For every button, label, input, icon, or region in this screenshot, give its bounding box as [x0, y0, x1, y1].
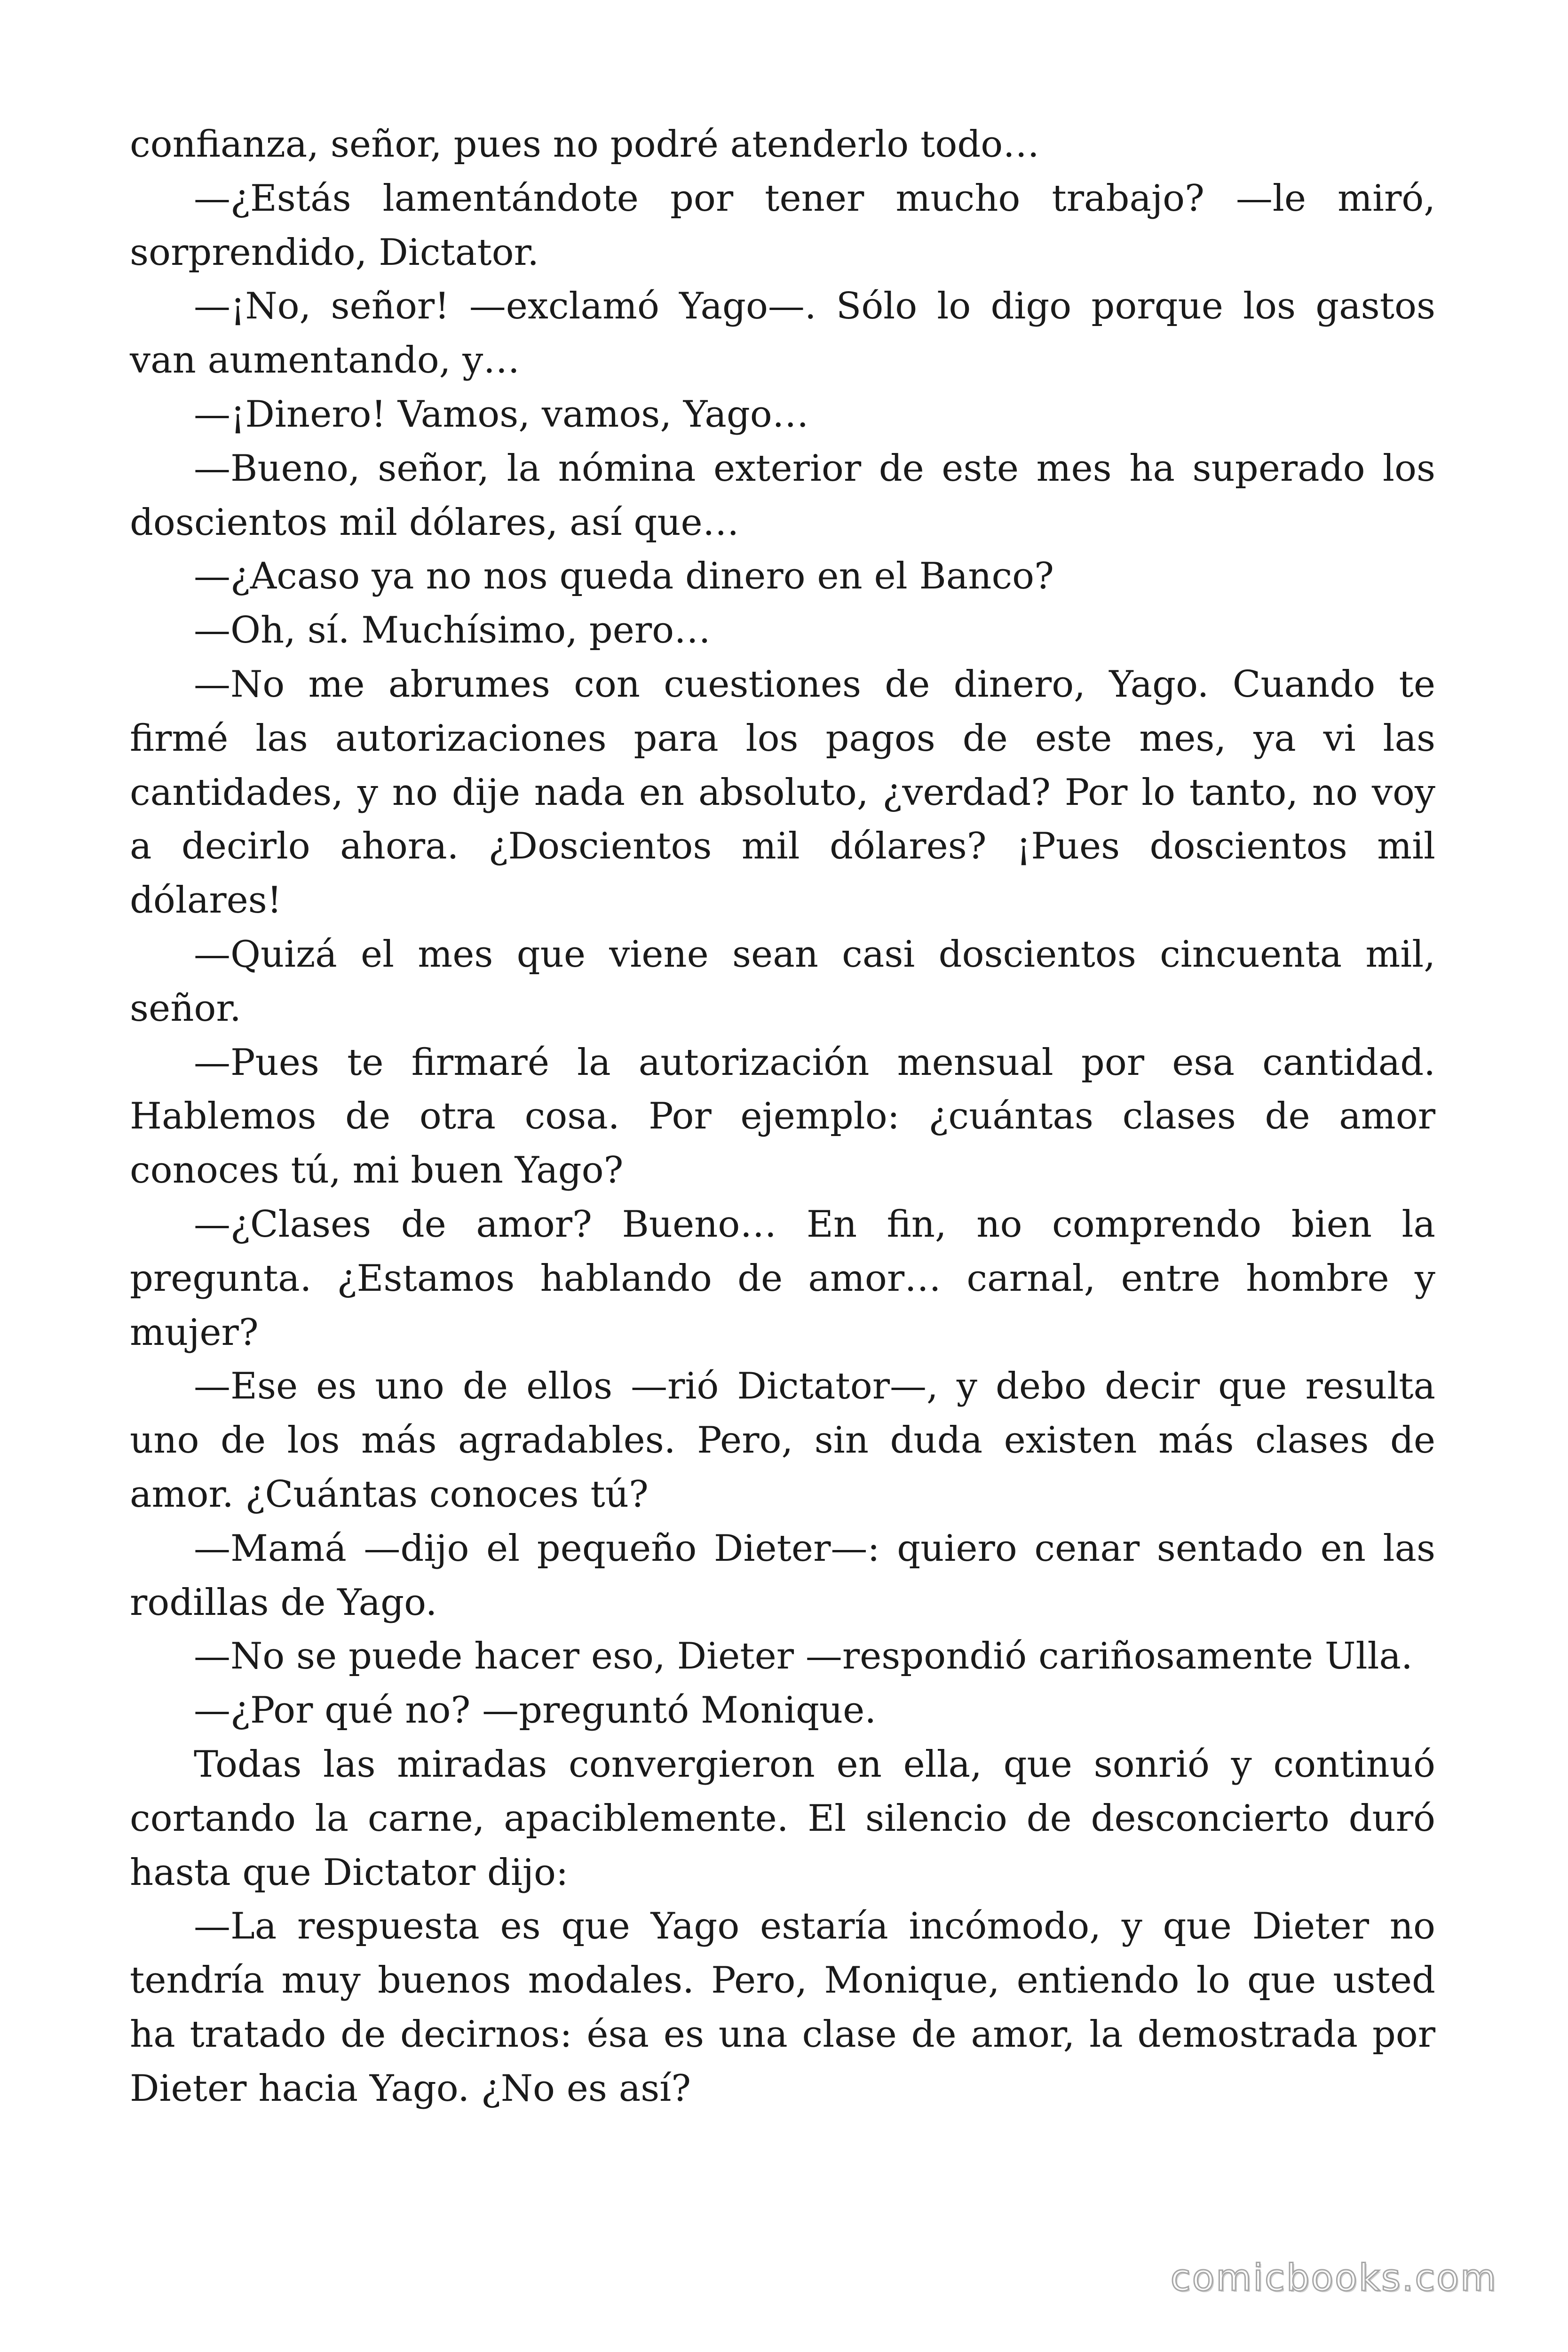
paragraph: —Oh, sí. Muchísimo, pero… [194, 609, 711, 652]
paragraph: —¡Dinero! Vamos, vamos, Yago… [194, 393, 809, 436]
paragraph: —Pues te firmaré la autorización mensual por esa cantidad. Hablemos de otra cosa. Por ejemplo: ¿cuántas clases de amor conoces tú, mi buen Yago? [130, 1041, 1435, 1192]
paragraph: —¿Por qué no? —preguntó Monique. [194, 1689, 877, 1732]
paragraph: —¿Estás lamentándote por tener mucho trabajo? —le miró, sorprendido, Dictator. [130, 177, 1435, 274]
paragraph: —¡No, señor! —exclamó Yago—. Sólo lo digo porque los gastos van aumentando, y… [130, 285, 1435, 382]
paragraph: Todas las miradas convergieron en ella, que sonrió y continuó cortando la carne, apaciblemente. El silencio de desconcierto duró hasta que Dictator dijo: [130, 1743, 1435, 1894]
paragraph: —Bueno, señor, la nómina exterior de este mes ha superado los doscientos mil dólares, así que… [130, 447, 1435, 544]
paragraph: —La respuesta es que Yago estaría incómodo, y que Dieter no tendría muy buenos modales. Pero, Monique, entiendo lo que usted ha tratado de decirnos: ésa es una clase de amor, la demostrada por Dieter hacia Yago. ¿No es así? [130, 1905, 1435, 2110]
paragraph: —¿Acaso ya no nos queda dinero en el Banco? [194, 555, 1054, 598]
body-text [130, 118, 1435, 2115]
paragraph: confianza, señor, pues no podré atenderlo todo… [130, 123, 1040, 166]
paragraph: —No se puede hacer eso, Dieter —respondió cariñosamente Ulla. [194, 1635, 1413, 1678]
watermark-logo: comicbooks.com [1170, 2257, 1497, 2299]
paragraph: —¿Clases de amor? Bueno… En fin, no comprendo bien la pregunta. ¿Estamos hablando de amor… carnal, entre hombre y mujer? [130, 1203, 1435, 1354]
paragraph: —Mamá —dijo el pequeño Dieter—: quiero cenar sentado en las rodillas de Yago. [130, 1527, 1435, 1624]
paragraph: —Ese es uno de ellos —rió Dictator—, y debo decir que resulta uno de los más agradables. Pero, sin duda existen más clases de amor. ¿Cuántas conoces tú? [130, 1365, 1435, 1516]
paragraph: —No me abrumes con cuestiones de dinero, Yago. Cuando te firmé las autorizaciones para los pagos de este mes, ya vi las cantidades, y no dije nada en absoluto, ¿verdad? Por lo tanto, no voy a decirlo ahora. ¿Doscientos mil dólares? ¡Pues doscientos mil dólares! [130, 663, 1435, 922]
paragraph: —Quizá el mes que viene sean casi doscientos cincuenta mil, señor. [130, 933, 1435, 1030]
